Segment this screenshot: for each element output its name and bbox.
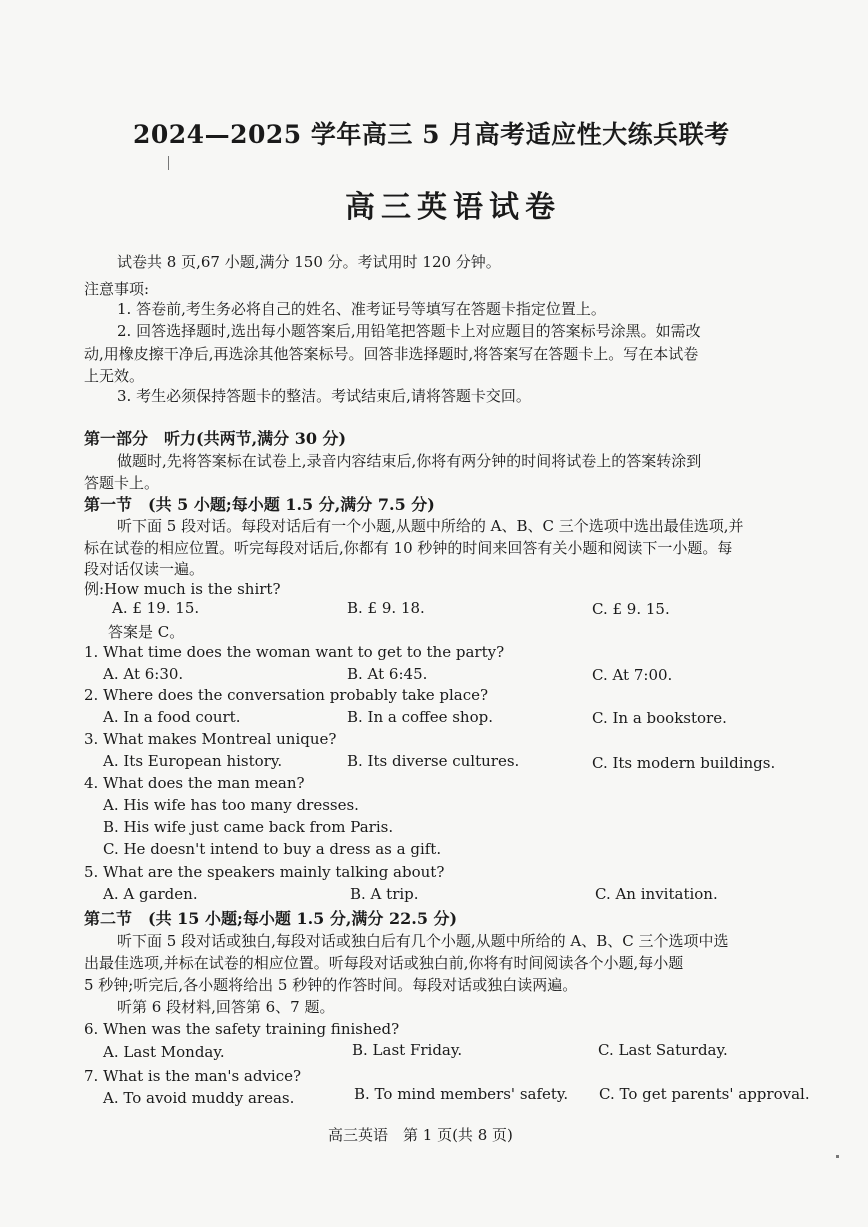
section2-desc-line2: 出最佳选项,并标在试卷的相应位置。听每段对话或独白前,你将有时间阅读各个小题,每小题 [84,954,684,972]
q7-option-c: C. To get parents' approval. [599,1085,810,1103]
part1-desc-line1: 做题时,先将答案标在试卷上,录音内容结束后,你将有两分钟的时间将试卷上的答案转涂到 [117,452,702,470]
q3-option-a: A. Its European history. [103,752,283,770]
q4-option-a: A. His wife has too many dresses. [103,796,359,814]
scan-mark [168,156,169,170]
section2-heading: 第二节 (共 15 小题;每小题 1.5 分,满分 22.5 分) [84,909,458,928]
part1-heading: 第一部分 听力(共两节,满分 30 分) [84,429,347,448]
intro-text: 试卷共 8 页,67 小题,满分 150 分。考试用时 120 分钟。 [117,253,501,271]
example-option-b: B. £ 9. 18. [347,599,425,617]
question-6: 6. When was the safety training finished? [84,1020,400,1038]
page-footer: 高三英语 第 1 页(共 8 页) [328,1126,513,1144]
section1-desc-line1: 听下面 5 段对话。每段对话后有一个小题,从题中所给的 A、B、C 三个选项中选出最佳选项,并 [117,517,744,535]
example-option-a: A. £ 19. 15. [112,599,200,617]
question-5: 5. What are the speakers mainly talking about? [84,863,445,881]
q5-option-a: A. A garden. [103,885,198,903]
q2-option-a: A. In a food court. [103,708,241,726]
question-7: 7. What is the man's advice? [84,1067,302,1085]
q7-option-b: B. To mind members' safety. [354,1085,569,1103]
question-1: 1. What time does the woman want to get to the party? [84,643,505,661]
part1-desc-line2: 答题卡上。 [84,474,160,492]
q5-option-c: C. An invitation. [595,885,718,903]
section1-desc-line3: 段对话仅读一遍。 [84,560,205,578]
section2-desc-line3: 5 秒钟;听完后,各小题将给出 5 秒钟的作答时间。每段对话或独白读两遍。 [84,976,578,994]
notes-heading: 注意事项: [84,280,150,298]
q3-option-c: C. Its modern buildings. [592,754,776,772]
q6-option-b: B. Last Friday. [352,1041,463,1059]
q1-option-c: C. At 7:00. [592,666,673,684]
question-3: 3. What makes Montreal unique? [84,730,337,748]
example-option-c: C. £ 9. 15. [592,600,670,618]
q3-option-b: B. Its diverse cultures. [347,752,520,770]
note-2-line1: 2. 回答选择题时,选出每小题答案后,用铅笔把答题卡上对应题目的答案标号涂黑。如需改 [117,322,701,340]
paper-title: 高三英语试卷 [345,190,561,225]
note-2-line2: 动,用橡皮擦干净后,再选涂其他答案标号。回答非选择题时,将答案写在答题卡上。写在本试卷 [84,345,699,363]
example-answer: 答案是 C。 [108,623,185,641]
section2-desc-line1: 听下面 5 段对话或独白,每段对话或独白后有几个小题,从题中所给的 A、B、C 三个选项中选 [117,932,729,950]
q1-option-b: B. At 6:45. [347,665,428,683]
question-2: 2. Where does the conversation probably take place? [84,686,489,704]
q6-option-c: C. Last Saturday. [598,1041,728,1059]
q6-option-a: A. Last Monday. [103,1043,225,1061]
q4-option-c: C. He doesn't intend to buy a dress as a gift. [103,840,442,858]
note-3: 3. 考生必须保持答题卡的整洁。考试结束后,请将答题卡交回。 [117,387,531,405]
q4-option-b: B. His wife just came back from Paris. [103,818,394,836]
q1-option-a: A. At 6:30. [103,665,184,683]
q2-option-c: C. In a bookstore. [592,709,727,727]
section1-heading: 第一节 (共 5 小题;每小题 1.5 分,满分 7.5 分) [84,495,435,514]
q7-option-a: A. To avoid muddy areas. [103,1089,295,1107]
note-1: 1. 答卷前,考生务必将自己的姓名、准考证号等填写在答题卡指定位置上。 [117,300,606,318]
scan-dot [836,1155,839,1158]
q5-option-b: B. A trip. [350,885,419,903]
section1-desc-line2: 标在试卷的相应位置。听完每段对话后,你都有 10 秒钟的时间来回答有关小题和阅读下一小题。每 [84,539,733,557]
q2-option-b: B. In a coffee shop. [347,708,493,726]
material-instruction: 听第 6 段材料,回答第 6、7 题。 [117,998,335,1016]
note-2-line3: 上无效。 [84,367,145,385]
exam-title: 2024—2025 学年高三 5 月高考适应性大练兵联考 [133,120,730,149]
example-question: 例:How much is the shirt? [84,580,281,598]
question-4: 4. What does the man mean? [84,774,305,792]
